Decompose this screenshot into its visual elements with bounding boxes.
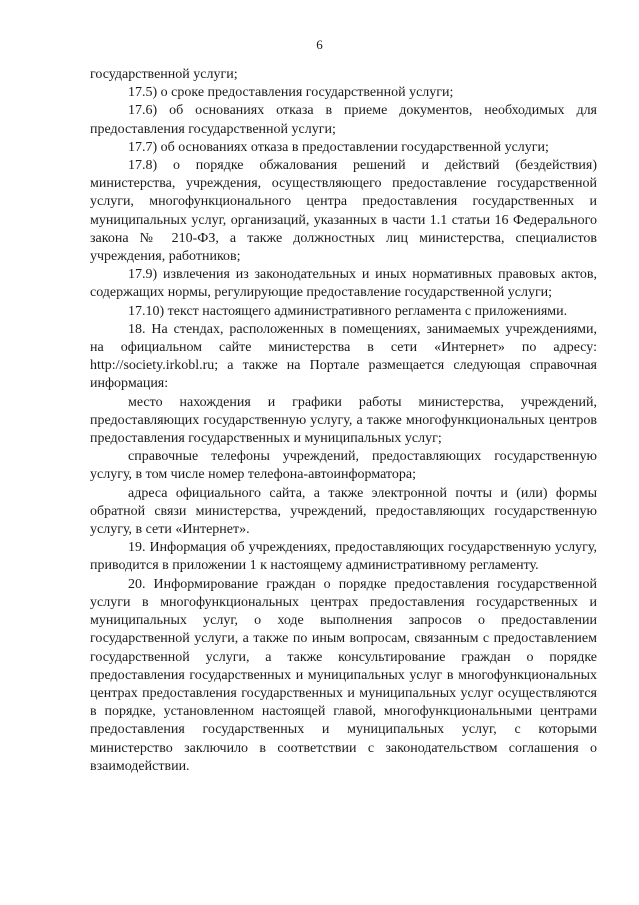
paragraph-17-5: 17.5) о сроке предоставления государственной услуги; xyxy=(128,85,454,101)
paragraph-17-7: 17.7) об основаниях отказа в предоставлении государственной услуги; xyxy=(128,139,549,155)
paragraph-19: 19. Информация об учреждениях, предоставляющих государственную услугу, приводится в приложении 1 к настоящему административному регламенту. xyxy=(90,540,597,574)
paragraph-20: 20. Информирование граждан о порядке предоставления государственной услуги в многофункциональных центрах предоставления государственных и муниципальных услуг, о ходе выполнения запросов о предоставлении государственной услуги, а также по иным вопросам, связанным с предоставлением государственной услуги, а также консультирование граждан о порядке предоставления государственных и муниципальных услуг в многофункциональных центрах предоставления государственных и муниципальных услуг осуществляются в порядке, установленном настоящей главой, многофункциональными центрами предоставления государственных и муниципальных услуг, с которыми министерство заключило в соответствии с законодательством соглашения о взаимодействии. xyxy=(90,576,597,774)
paragraph-17-8: 17.8) о порядке обжалования решений и действий (бездействия) министерства, учреждения, осуществляющего предоставление государственной услуги, многофункционального центра предоставления государственных и муниципальных услуг, организаций, указанных в части 1.1 статьи 16 Федерального закона № 210-ФЗ, а также должностных лиц министерства, специалистов учреждения, работников; xyxy=(90,158,597,265)
paragraph-18: 18. На стендах, расположенных в помещениях, занимаемых учреждениями, на официальном сайте министерства в сети «Интернет» по адресу: http://society.irkobl.ru; а также на Портале размещается следующая справочная информация: xyxy=(90,321,597,392)
paragraph-continuation: государственной услуги; xyxy=(90,67,238,82)
paragraph-17-10: 17.10) текст настоящего административного регламента с приложениями. xyxy=(128,303,568,319)
paragraph-17-6: 17.6) об основаниях отказа в приеме документов, необходимых для предоставления государственной услуги; xyxy=(90,103,597,137)
document-body xyxy=(90,66,597,776)
paragraph-17-9: 17.9) извлечения из законодательных и иных нормативных правовых актов, содержащих нормы, регулирующие предоставление государственной услуги; xyxy=(90,267,597,301)
page-number: 6 xyxy=(316,37,323,52)
paragraph-18-addresses: адреса официального сайта, а также электронной почты и (или) формы обратной связи министерства, учреждений, предоставляющих государственную услугу, в сети «Интернет». xyxy=(90,485,597,538)
paragraph-18-locations: место нахождения и графики работы министерства, учреждений, предоставляющих государственную услугу, а также многофункциональных центров предоставления государственных и муниципальных услуг; xyxy=(90,394,597,447)
paragraph-18-phones: справочные телефоны учреждений, предоставляющих государственную услугу, в том числе номер телефона-автоинформатора; xyxy=(90,449,597,483)
